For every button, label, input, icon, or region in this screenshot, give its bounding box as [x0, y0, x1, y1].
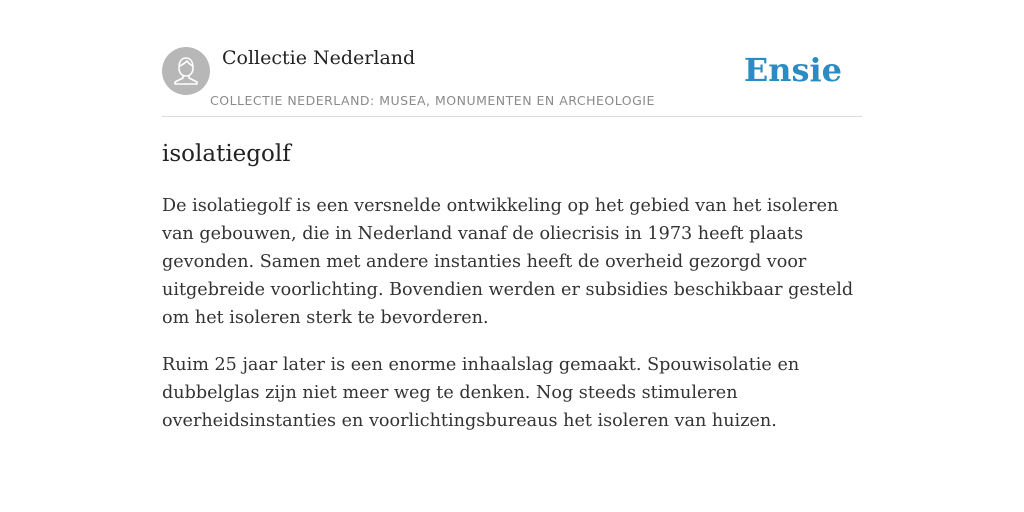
article-body	[162, 192, 862, 454]
article-paragraph: De isolatiegolf is een versnelde ontwikkeling op het gebied van het isoleren van gebouwen, die in Nederland vanaf de oliecrisis in 1973 heeft plaats gevonden. Samen met andere instanties heeft de overheid gezorgd voor uitgebreide voorlichting. Bovendien werden er subsidies beschikbaar gesteld om het isoleren sterk te bevorderen.	[162, 196, 854, 328]
author-avatar[interactable]	[162, 47, 210, 95]
collection-label[interactable]: COLLECTIE NEDERLAND: MUSEA, MONUMENTEN EN ARCHEOLOGIE	[210, 93, 655, 108]
user-avatar-icon	[162, 47, 210, 95]
article-header	[162, 46, 862, 117]
article-title: isolatiegolf	[162, 141, 291, 167]
article-paragraph: Ruim 25 jaar later is een enorme inhaalslag gemaakt. Spouwisolatie en dubbelglas zijn niet meer weg te denken. Nog steeds stimuleren overheidsinstanties en voorlichtingsbureaus het isoleren van huizen.	[162, 355, 800, 431]
author-name[interactable]: Collectie Nederland	[222, 47, 416, 69]
brand-logo[interactable]: Ensie	[743, 51, 842, 89]
